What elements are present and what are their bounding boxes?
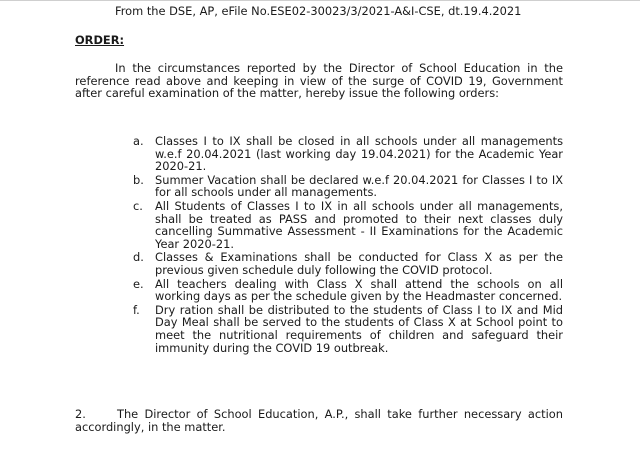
order-text: Summer Vacation shall be declared w.e.f 20.04.2021 for Classes I to IX for all schools under all managements. xyxy=(155,172,563,200)
intro-paragraph: In the circumstances reported by the Director of School Education in the reference read above and keeping in view of the surge of COVID 19, Government after careful examination of the matter, hereby issue the following orders: xyxy=(75,61,563,101)
order-heading: ORDER: xyxy=(75,33,125,47)
order-text: Classes & Examinations shall be conducted for Class X as per the previous given schedule duly following the COVID protocol. xyxy=(155,250,563,277)
order-marker: c. xyxy=(133,198,143,213)
paragraph-2 xyxy=(75,408,563,433)
order-item-a xyxy=(133,135,563,173)
order-text: All Students of Classes I to IX in all schools under all managements, shall be treated as PASS and promoted to their next classes duly cancelling Summative Assessment - II Examinations for the Academic Year 2020-21. xyxy=(155,198,563,251)
order-text: Classes I to IX shall be closed in all schools under all managements w.e.f 20.04.2021 (last working day 19.04.2021) for the Academic Year 2020-21. xyxy=(155,134,563,174)
order-marker: a. xyxy=(133,134,144,148)
reference-line: From the DSE, AP, eFile No.ESE02-30023/3/2021-A&I-CSE, dt.19.4.2021 xyxy=(115,4,522,18)
order-item-c xyxy=(133,200,563,250)
order-text: Dry ration shall be distributed to the students of Class I to IX and Mid Day Meal shall be served to the students of Class X at School point to meet the nutritional requirements of children and safeguard their immunity during the COVID 19 outbreak. xyxy=(155,302,563,355)
orders-list xyxy=(133,135,563,355)
order-item-b xyxy=(133,174,563,199)
order-text: All teachers dealing with Class X shall attend the schools on all working days as per the schedule given by the Headmaster concerned. xyxy=(155,276,563,304)
order-marker: e. xyxy=(133,276,144,291)
top-divider xyxy=(0,0,640,1)
paragraph-number: 2. xyxy=(75,407,86,421)
order-item-d xyxy=(133,251,563,276)
order-item-e xyxy=(133,278,563,303)
order-marker: f. xyxy=(133,302,140,317)
paragraph-2-text: The Director of School Education, A.P., shall take further necessary action accordingly, in the matter. xyxy=(75,407,563,434)
order-marker: d. xyxy=(133,250,144,265)
order-marker: b. xyxy=(133,172,144,187)
order-item-f xyxy=(133,304,563,354)
